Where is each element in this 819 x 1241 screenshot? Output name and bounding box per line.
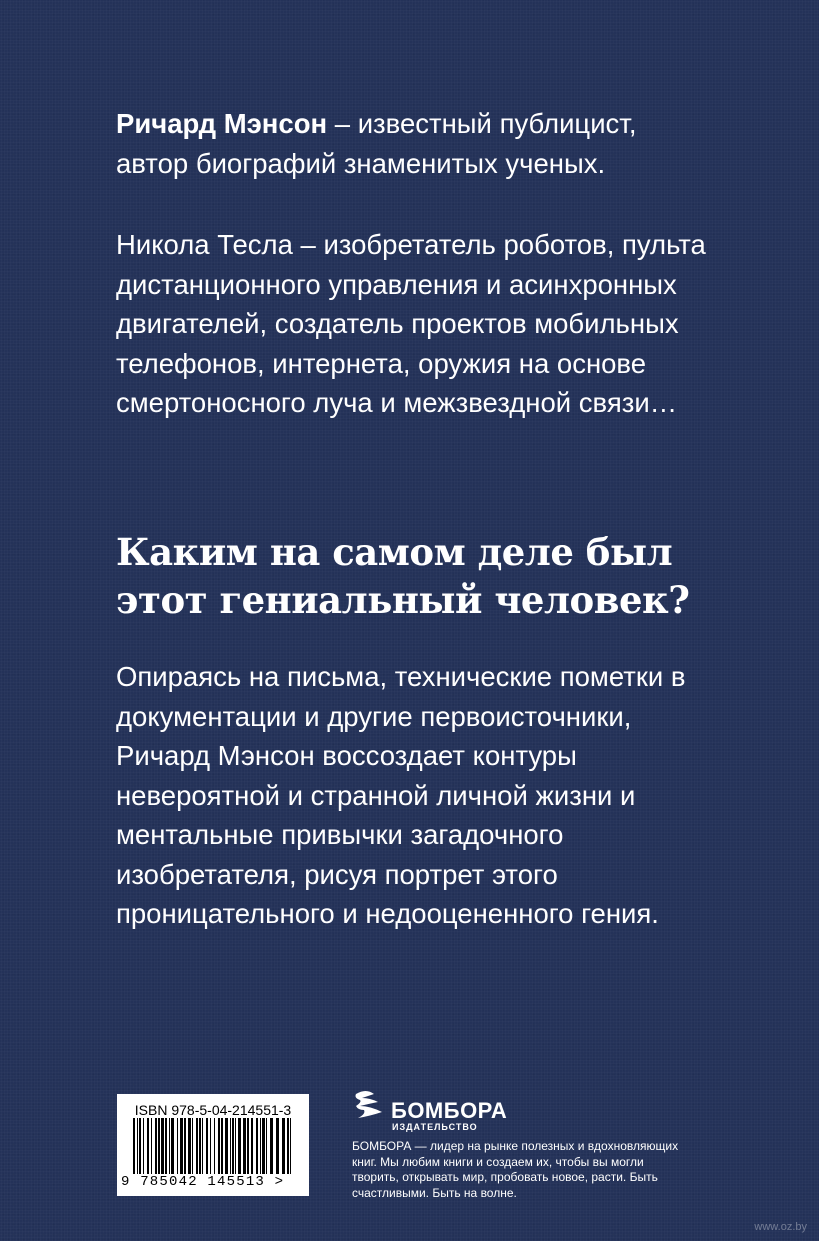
barcode-bar xyxy=(133,1118,135,1174)
barcode-bar xyxy=(206,1118,208,1174)
barcode-bar xyxy=(232,1118,234,1174)
barcode-bar xyxy=(251,1118,253,1174)
barcode-bar xyxy=(238,1118,241,1174)
barcode-bar xyxy=(230,1118,231,1174)
barcode-bar xyxy=(243,1118,246,1174)
barcode-bar xyxy=(270,1118,273,1174)
barcode-bar xyxy=(139,1118,141,1174)
publisher-name: БОМБОРА xyxy=(391,1098,508,1123)
barcode-bar xyxy=(147,1118,149,1174)
barcode-bar xyxy=(184,1118,186,1174)
publisher-subtitle: ИЗДАТЕЛЬСТВО xyxy=(392,1122,478,1132)
barcode-digits: 9 785042 145513 > xyxy=(121,1174,285,1190)
barcode-bar xyxy=(161,1118,164,1174)
barcode-bar xyxy=(262,1118,265,1174)
author-name: Ричард Мэнсон xyxy=(116,108,328,139)
tesla-paragraph: Никола Тесла – изобретатель роботов, пульта дистанционного управления и асинхронных двигателей, создатель проектов мобильных телефонов, интернета, оружия на основе смертоносного луча и межзвездной связи… xyxy=(116,229,706,418)
description-paragraph: Опираясь на письма, технические пометки в документации и другие первоисточники, Ричард Мэнсон воссоздает контуры невероятной и странной личной жизни и ментальные привычки загадочного изобретателя, рисуя портрет этого проницательного и недооцененного гения. xyxy=(116,661,686,929)
barcode-bar xyxy=(151,1118,152,1174)
isbn-barcode xyxy=(117,1094,309,1196)
barcode-bar xyxy=(155,1118,157,1174)
barcode-bar xyxy=(256,1118,258,1174)
barcode-bar xyxy=(282,1118,285,1174)
barcode-bar xyxy=(266,1118,267,1174)
barcode-bar xyxy=(158,1118,160,1174)
barcode-bar xyxy=(225,1118,228,1174)
main-heading: Каким на самом деле был этот гениальный человек? xyxy=(116,530,690,622)
barcode-bar xyxy=(221,1118,223,1174)
barcode-bar xyxy=(192,1118,193,1174)
barcode-bar xyxy=(196,1118,198,1174)
barcode-bar xyxy=(143,1118,144,1174)
barcode-bar xyxy=(290,1118,291,1174)
barcode-bar xyxy=(169,1118,170,1174)
barcode-bar xyxy=(214,1118,215,1174)
barcode-bar xyxy=(188,1118,191,1174)
barcode-bar xyxy=(260,1118,261,1174)
bombora-logo-icon xyxy=(352,1088,388,1124)
author-intro-text: – известный публицист, автор биографий знаменитых ученых. xyxy=(116,108,637,179)
barcode-bars xyxy=(133,1118,295,1174)
barcode-bar xyxy=(247,1118,249,1174)
barcode-bar xyxy=(202,1118,203,1174)
barcode-bar xyxy=(165,1118,167,1174)
barcode-bar xyxy=(171,1118,174,1174)
barcode-bar xyxy=(210,1118,211,1174)
barcode-bar xyxy=(199,1118,201,1174)
barcode-bar xyxy=(180,1118,183,1174)
barcode-bar xyxy=(218,1118,220,1174)
publisher-tagline: БОМБОРА — лидер на рынке полезных и вдохновляющих книг. Мы любим книги и создаем их, чтобы вы могли творить, открывать мир, пробовать новое, расти. Быть счастливыми. Быть на волне. xyxy=(352,1139,679,1200)
barcode-bar xyxy=(287,1118,289,1174)
barcode-bar xyxy=(235,1118,236,1174)
barcode-bar xyxy=(137,1118,138,1174)
barcode-bar xyxy=(276,1118,279,1174)
watermark: www.oz.by xyxy=(754,1221,807,1233)
author-intro xyxy=(116,104,716,183)
isbn-label: ISBN 978-5-04-214551-3 xyxy=(134,1102,292,1118)
barcode-bar xyxy=(177,1118,178,1174)
